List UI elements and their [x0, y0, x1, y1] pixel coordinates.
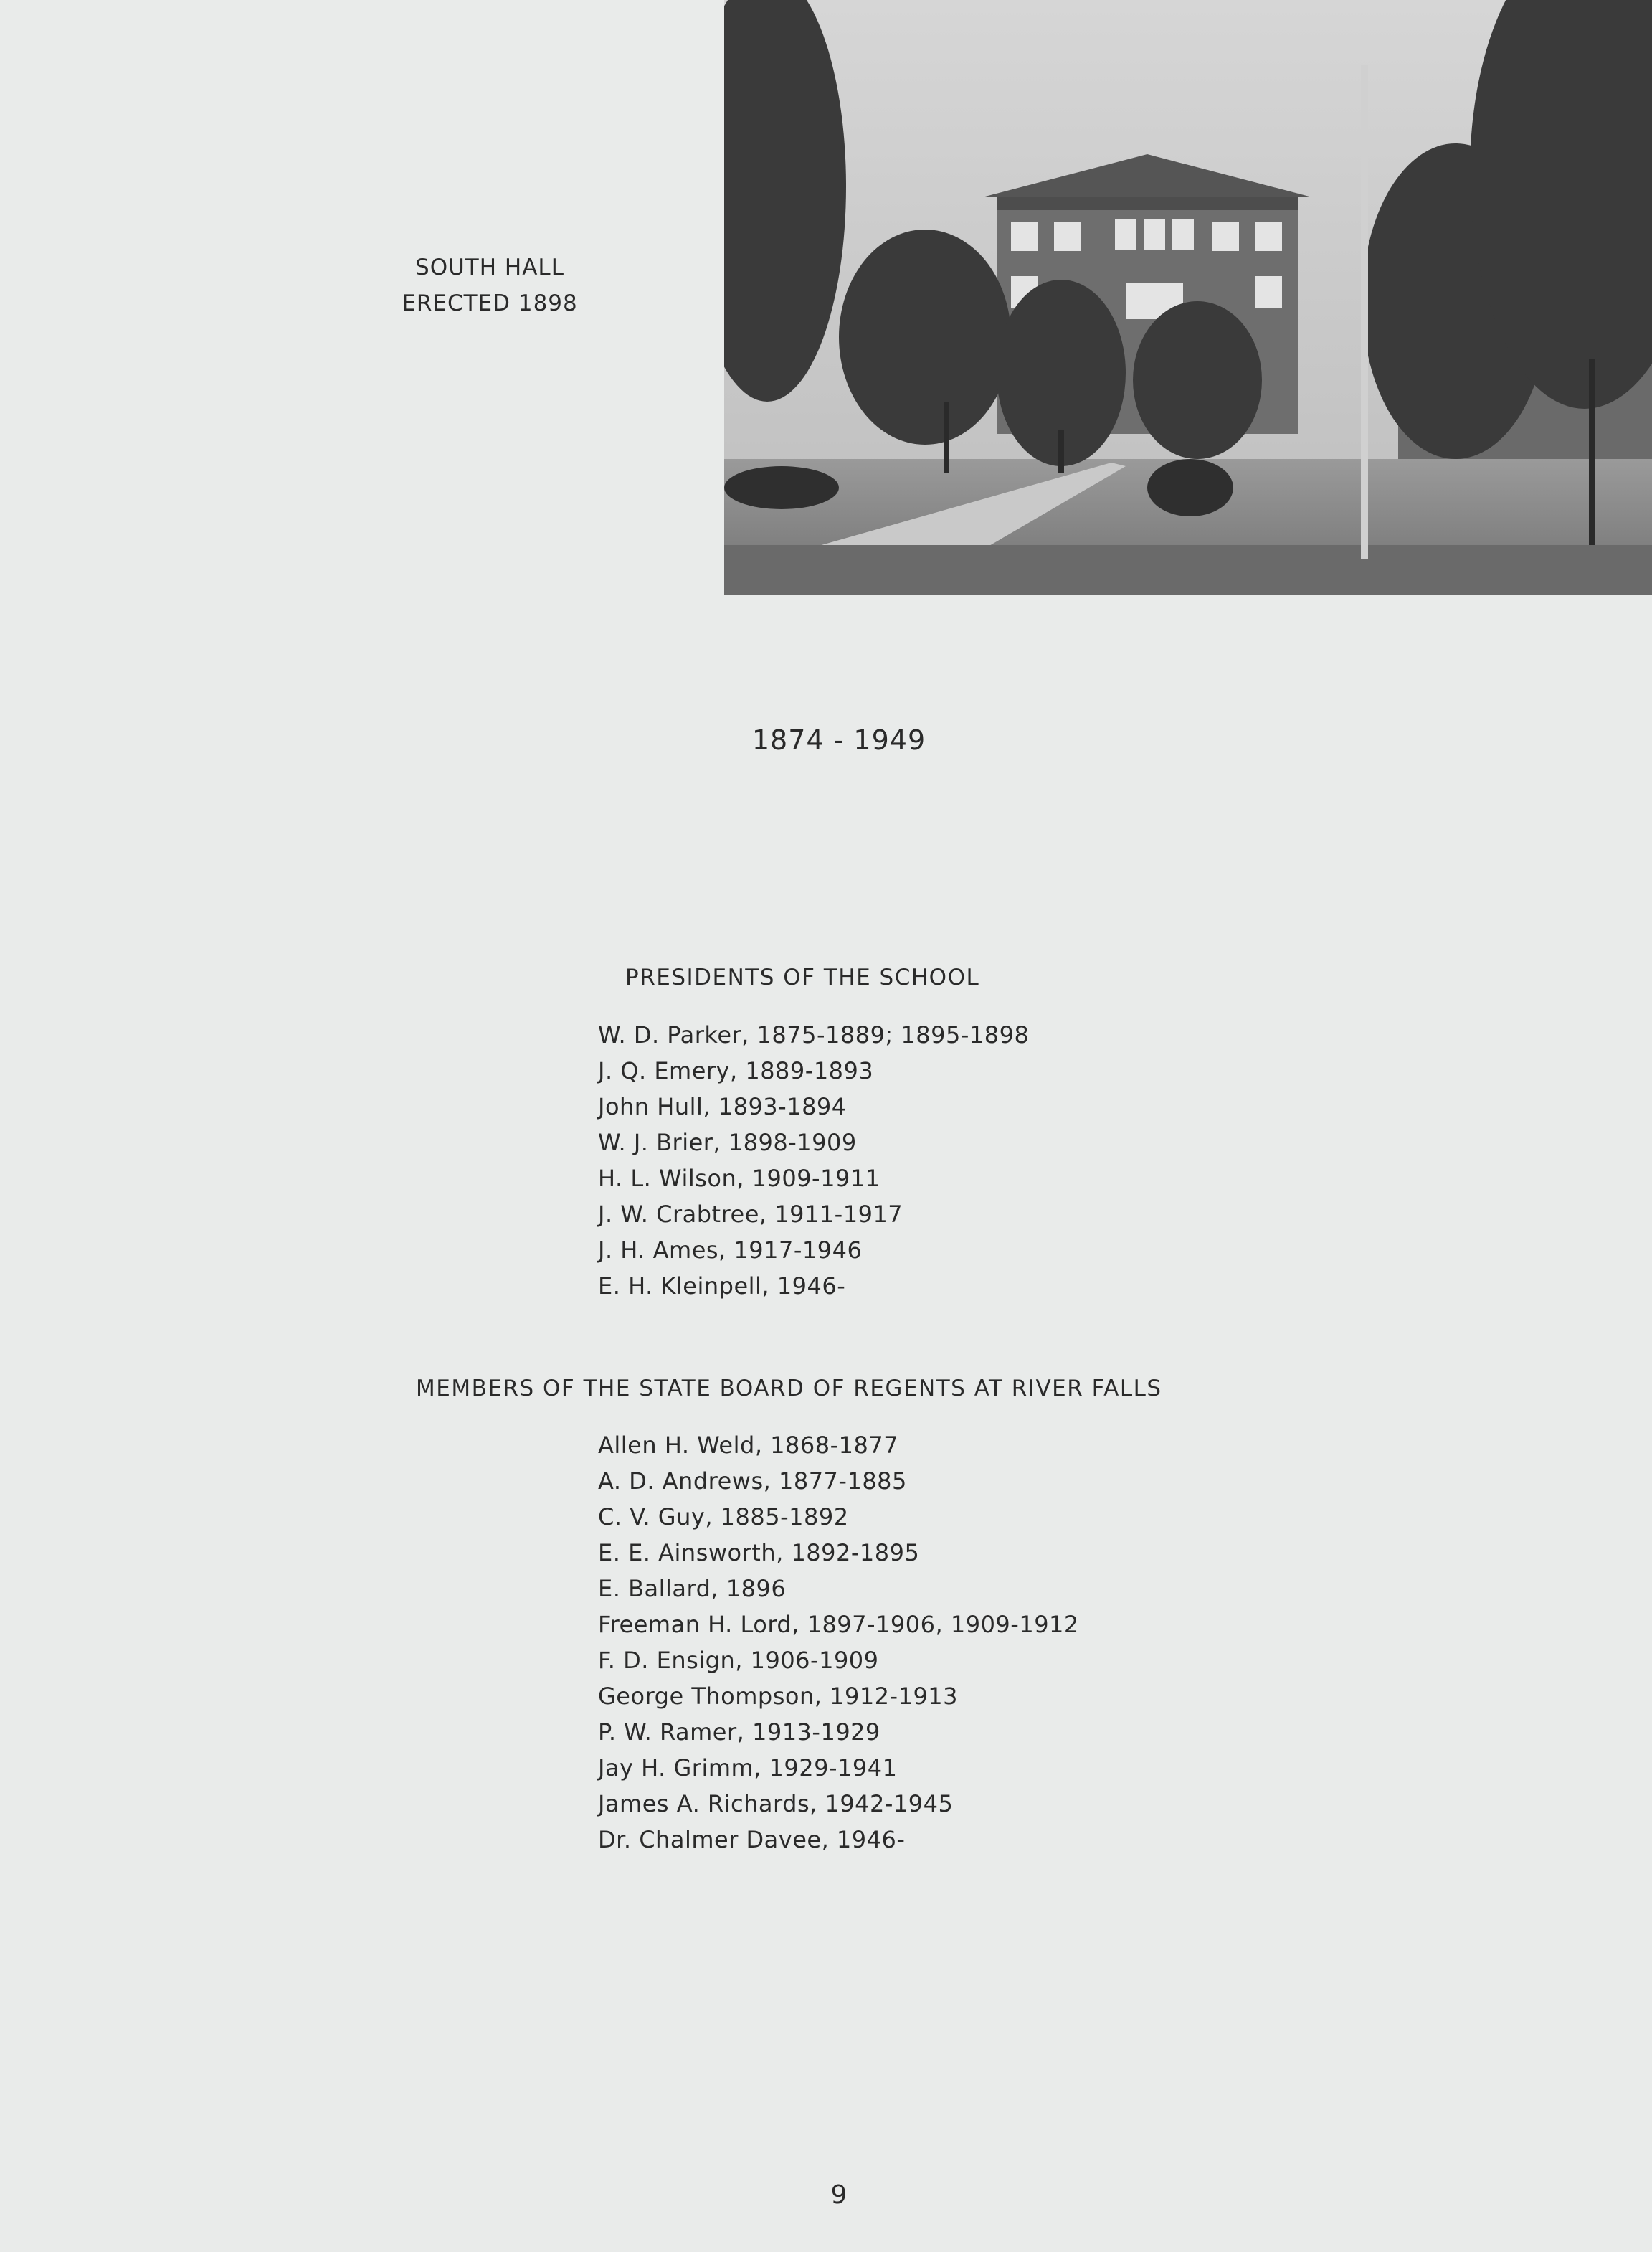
list-item: J. Q. Emery, 1889-1893	[598, 1057, 874, 1084]
regents-list	[598, 1427, 1079, 1858]
list-item: F. D. Ensign, 1906-1909	[598, 1647, 879, 1674]
photo-caption	[393, 250, 587, 321]
list-item: A. D. Andrews, 1877-1885	[598, 1467, 907, 1495]
presidents-heading: PRESIDENTS OF THE SCHOOL	[625, 965, 980, 990]
list-item: H. L. Wilson, 1909-1911	[598, 1165, 880, 1192]
caption-building-name: SOUTH HALL	[415, 255, 564, 280]
list-item: C. V. Guy, 1885-1892	[598, 1503, 849, 1530]
list-item: E. Ballard, 1896	[598, 1575, 787, 1602]
years-heading: 1874 - 1949	[751, 724, 926, 756]
list-item: Allen H. Weld, 1868-1877	[598, 1432, 899, 1459]
caption-erected-year: ERECTED 1898	[402, 290, 578, 316]
list-item: John Hull, 1893-1894	[598, 1093, 847, 1120]
list-item: Dr. Chalmer Davee, 1946-	[598, 1826, 906, 1853]
list-item: George Thompson, 1912-1913	[598, 1683, 959, 1710]
list-item: James A. Richards, 1942-1945	[598, 1790, 954, 1817]
list-item: W. D. Parker, 1875-1889; 1895-1898	[598, 1021, 1030, 1049]
list-item: W. J. Brier, 1898-1909	[598, 1129, 857, 1156]
presidents-list	[598, 1017, 1029, 1304]
regents-heading: MEMBERS OF THE STATE BOARD OF REGENTS AT RIVER FALLS	[416, 1376, 1162, 1401]
list-item: E. H. Kleinpell, 1946-	[598, 1272, 846, 1300]
list-item: E. E. Ainsworth, 1892-1895	[598, 1539, 920, 1566]
list-item: P. W. Ramer, 1913-1929	[598, 1718, 880, 1746]
page-number: 9	[830, 2180, 848, 2210]
list-item: Jay H. Grimm, 1929-1941	[598, 1754, 898, 1782]
south-hall-photo	[724, 0, 1652, 595]
list-item: Freeman H. Lord, 1897-1906, 1909-1912	[598, 1611, 1079, 1638]
list-item: J. W. Crabtree, 1911-1917	[598, 1201, 903, 1228]
list-item: J. H. Ames, 1917-1946	[598, 1236, 863, 1264]
